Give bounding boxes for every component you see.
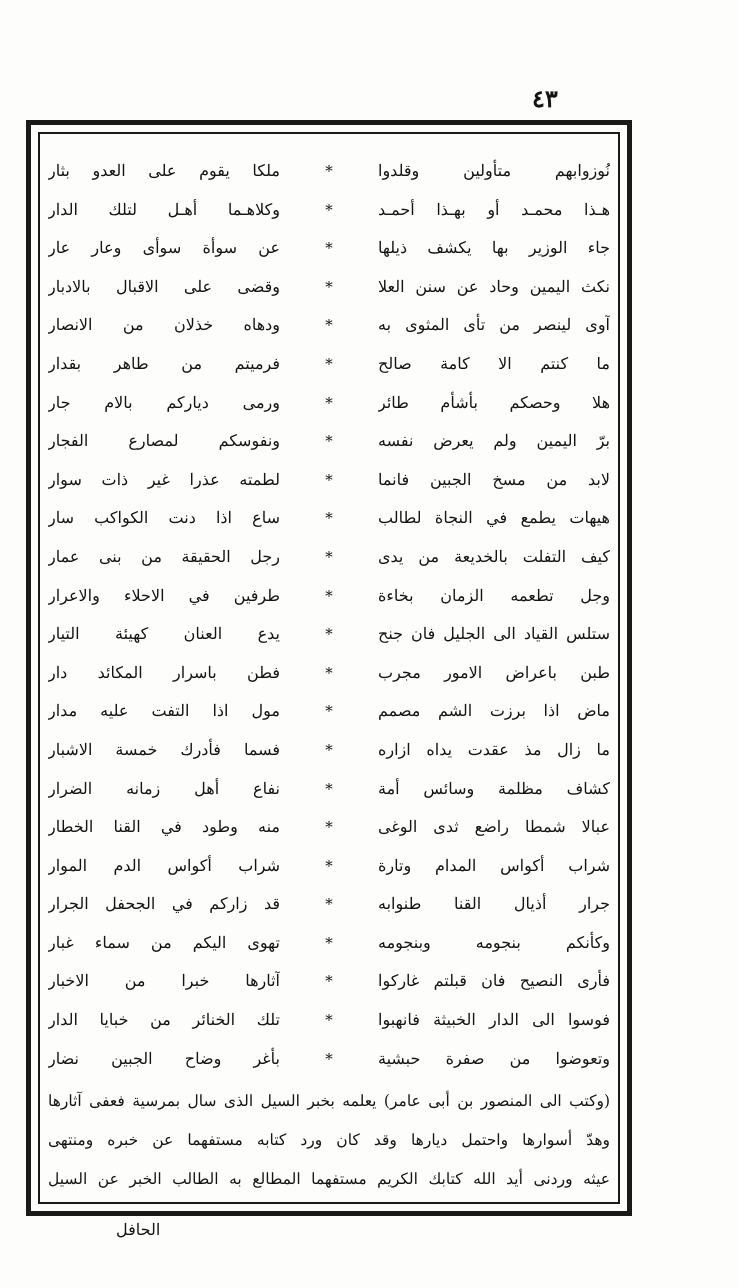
verse-separator-star: * bbox=[325, 933, 333, 952]
verse-second-hemistich: بأغر وضاح الجبين نضار bbox=[48, 1048, 280, 1068]
verse-separator-star: * bbox=[325, 779, 333, 798]
verse-line bbox=[48, 847, 610, 886]
verse-line bbox=[48, 1040, 610, 1079]
verse-separator-star: * bbox=[325, 625, 333, 644]
verse-first-hemistich: فوسوا الى الدار الخبيثة فانهبوا bbox=[378, 1010, 610, 1030]
verse-first-hemistich: ما كنتم الا كامة صالح bbox=[378, 353, 610, 373]
verse-separator-star: * bbox=[325, 895, 333, 914]
verse-line bbox=[48, 306, 610, 345]
verse-first-hemistich: جرار أذيال القنا طنوابه bbox=[378, 894, 610, 914]
verse-first-hemistich: ما زال مذ عقدت يداه ازاره bbox=[378, 739, 610, 759]
verse-second-hemistich: ونفوسكم لمصارع الفجار bbox=[48, 431, 280, 451]
verse-line bbox=[48, 885, 610, 924]
verse-separator-star: * bbox=[325, 277, 333, 296]
verse-line bbox=[48, 692, 610, 731]
verse-second-hemistich: ساع اذا دنت الكواكب سار bbox=[48, 508, 280, 528]
verse-separator-star: * bbox=[325, 702, 333, 721]
verse-separator-star: * bbox=[325, 470, 333, 489]
verse-second-hemistich: فطن باسرار المكائد دار bbox=[48, 662, 280, 682]
verse-first-hemistich: ستلس القياد الى الجليل فان جنح bbox=[378, 624, 610, 644]
verse-first-hemistich: طبن باعراض الامور مجرب bbox=[378, 662, 610, 682]
verse-second-hemistich: ملكا يقوم على العدو بثار bbox=[48, 161, 280, 180]
verse-separator-star: * bbox=[325, 663, 333, 682]
verse-separator-star: * bbox=[325, 547, 333, 566]
verse-line bbox=[48, 461, 610, 500]
verse-first-hemistich: وجل تطعمه الزمان بخاءة bbox=[378, 585, 610, 605]
verse-second-hemistich: وكلاهـما أهـل لتلك الدار bbox=[48, 199, 280, 219]
verse-separator-star: * bbox=[325, 354, 333, 373]
prose-line: وهدّ أسوارها واحتمل ديارها وقد كان ورد كتابه مستفهما عن خبره ومنتهى bbox=[48, 1131, 610, 1149]
verse-line bbox=[48, 808, 610, 847]
verse-first-hemistich: لابد من مسخ الجبين فانما bbox=[378, 469, 610, 489]
verse-line bbox=[48, 229, 610, 268]
verse-first-hemistich: هلا وحصكم بأشأم طائر bbox=[378, 392, 610, 412]
verse-first-hemistich: برّ اليمين ولم يعرض نفسه bbox=[378, 431, 610, 451]
catchword: الحافل bbox=[116, 1220, 161, 1239]
verse-second-hemistich: لطمته عذرا غير ذات سوار bbox=[48, 469, 280, 489]
verse-line bbox=[48, 770, 610, 809]
verse-second-hemistich: قد زاركم في الجحفل الجرار bbox=[48, 894, 280, 914]
verse-line bbox=[48, 538, 610, 577]
verse-line bbox=[48, 577, 610, 616]
verse-separator-star: * bbox=[325, 856, 333, 875]
verse-line bbox=[48, 499, 610, 538]
verse-separator-star: * bbox=[325, 972, 333, 991]
verse-second-hemistich: تهوى اليكم من سماء غبار bbox=[48, 932, 280, 952]
verse-separator-star: * bbox=[325, 509, 333, 528]
verse-line bbox=[48, 654, 610, 693]
verse-first-hemistich: جاء الوزير بها يكشف ذيلها bbox=[378, 238, 610, 258]
verse-first-hemistich: هـذا محمـد أو بهـذا أحمـد bbox=[378, 199, 610, 219]
verse-separator-star: * bbox=[325, 393, 333, 412]
verse-second-hemistich: وقضى على الاقبال بالادبار bbox=[48, 276, 280, 296]
page-number: ٤٣ bbox=[532, 84, 558, 113]
verse-line bbox=[48, 615, 610, 654]
verse-line bbox=[48, 422, 610, 461]
verse-separator-star: * bbox=[325, 818, 333, 837]
verse-first-hemistich: وكأنكم بنجومه وبنجومه bbox=[378, 932, 610, 952]
verse-line bbox=[48, 191, 610, 230]
verse-separator-star: * bbox=[325, 162, 333, 180]
verse-line bbox=[48, 731, 610, 770]
verse-line bbox=[48, 924, 610, 963]
verse-first-hemistich: كشاف مظلمة وسائس أمة bbox=[378, 778, 610, 798]
verse-line bbox=[48, 345, 610, 384]
prose-paragraph bbox=[48, 1082, 610, 1199]
verse-second-hemistich: مول اذا التفت عليه مدار bbox=[48, 701, 280, 721]
verse-second-hemistich: تلك الخنائر من خبايا الدار bbox=[48, 1010, 280, 1030]
verse-first-hemistich: ماض اذا برزت الشم مصمم bbox=[378, 701, 610, 721]
verse-separator-star: * bbox=[325, 1049, 333, 1068]
verse-line bbox=[48, 962, 610, 1001]
verse-second-hemistich: شراب أكواس الدم الموار bbox=[48, 855, 280, 875]
verse-second-hemistich: فرميتم من طاهر بقدار bbox=[48, 353, 280, 373]
verse-second-hemistich: عن سوأة سوأى وعار عار bbox=[48, 238, 280, 258]
verse-second-hemistich: آثارها خبرا من الاخبار bbox=[48, 971, 280, 991]
verse-second-hemistich: منه وطود في القنا الخطار bbox=[48, 817, 280, 837]
verse-separator-star: * bbox=[325, 740, 333, 759]
verse-line bbox=[48, 268, 610, 307]
verse-first-hemistich: نكث اليمين وحاد عن سنن العلا bbox=[378, 276, 610, 296]
verse-separator-star: * bbox=[325, 586, 333, 605]
verse-second-hemistich: ودهاه خذلان من الانصار bbox=[48, 315, 280, 335]
verse-separator-star: * bbox=[325, 239, 333, 258]
verse-second-hemistich: نفاع أهل زمانه الضرار bbox=[48, 778, 280, 798]
verse-first-hemistich: آوى لينصر من تأى المثوى به bbox=[378, 315, 610, 335]
verse-second-hemistich: طرفين في الاحلاء والاعرار bbox=[48, 585, 280, 605]
verse-line bbox=[48, 152, 610, 191]
verse-first-hemistich: وتعوضوا من صفرة حبشية bbox=[378, 1048, 610, 1068]
verse-second-hemistich: فسما فأدرك خمسة الاشبار bbox=[48, 739, 280, 759]
prose-line: عيثه وردنى أيد الله كتابك الكريم مستفهما المطالع به الطالب الخبر عن السيل bbox=[48, 1170, 610, 1188]
verse-second-hemistich: يدع العنان كهيئة التيار bbox=[48, 624, 280, 644]
verse-first-hemistich: شراب أكواس المدام وتارة bbox=[378, 855, 610, 875]
verse-second-hemistich: ورمى دياركم بالام جار bbox=[48, 392, 280, 412]
verse-first-hemistich: كيف التفلت بالخديعة من يدى bbox=[378, 546, 610, 566]
verse-second-hemistich: رجل الحقيقة من بنى عمار bbox=[48, 546, 280, 566]
verse-first-hemistich: نُوزوابهم متأولين وقلدوا bbox=[378, 161, 610, 180]
verse-separator-star: * bbox=[325, 1011, 333, 1030]
poem-verses bbox=[48, 152, 610, 1078]
verse-line bbox=[48, 1001, 610, 1040]
verse-separator-star: * bbox=[325, 200, 333, 219]
verse-first-hemistich: هيهات يطمع في النجاة لطالب bbox=[378, 508, 610, 528]
verse-separator-star: * bbox=[325, 316, 333, 335]
verse-first-hemistich: عبالا شمطا راضع ثدى الوغى bbox=[378, 817, 610, 837]
verse-first-hemistich: فأرى النصيح فان قبلتم غاركوا bbox=[378, 971, 610, 991]
prose-line: (وكتب الى المنصور بن أبى عامر) يعلمه بخبر السيل الذى سال بمرسية فعفى آثارها bbox=[48, 1092, 610, 1110]
verse-line bbox=[48, 384, 610, 423]
verse-separator-star: * bbox=[325, 432, 333, 451]
